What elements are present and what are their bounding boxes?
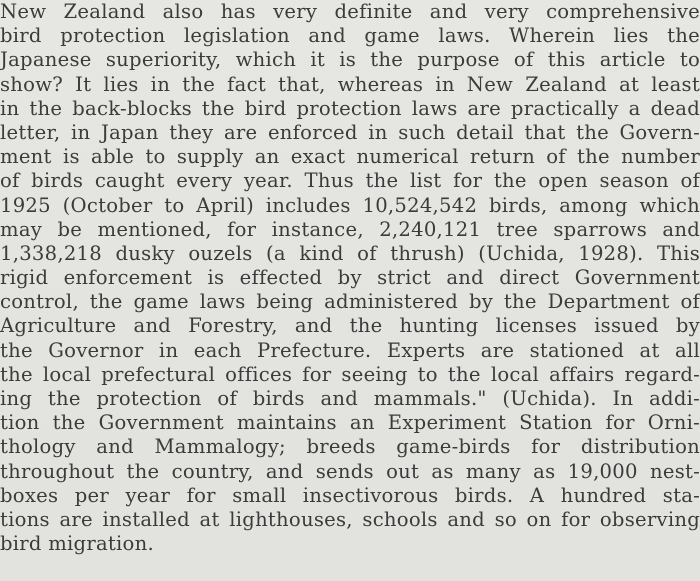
text-line: thology and Mammalogy; breeds game-birds for distribution bbox=[0, 435, 700, 459]
text-line: throughout the country, and sends out as many as 19,000 nest- bbox=[0, 459, 700, 483]
text-line: 1,338,218 dusky ouzels (a kind of thrush) (Uchida, 1928). This bbox=[0, 241, 700, 265]
text-line: bird protection legislation and game laws. Wherein lies the bbox=[0, 24, 700, 48]
text-line: letter, in Japan they are enforced in such detail that the Govern- bbox=[0, 120, 700, 144]
text-line: of birds caught every year. Thus the list for the open season of bbox=[0, 169, 700, 193]
text-line: in the back-blocks the bird protection laws are practically a dead bbox=[0, 96, 700, 120]
text-line: the local prefectural offices for seeing to the local affairs regard- bbox=[0, 362, 700, 386]
text-line: Japanese superiority, which it is the purpose of this article to bbox=[0, 48, 700, 72]
text-line: may be mentioned, for instance, 2,240,121 tree sparrows and bbox=[0, 217, 700, 241]
text-line: 1925 (October to April) includes 10,524,542 birds, among which bbox=[0, 193, 700, 217]
text-line: bird migration. bbox=[0, 532, 154, 556]
text-line: New Zealand also has very definite and very comprehensive bbox=[0, 0, 700, 23]
text-line: tion the Government maintains an Experiment Station for Orni- bbox=[0, 411, 700, 435]
text-line: Agriculture and Forestry, and the hunting licenses issued by bbox=[0, 314, 700, 338]
text-line: ment is able to supply an exact numerical return of the number bbox=[0, 145, 700, 169]
text-line: ing the protection of birds and mammals." (Uchida). In addi- bbox=[0, 387, 700, 410]
text-line: control, the game laws being administered by the Department of bbox=[0, 290, 700, 314]
text-line: rigid enforcement is effected by strict and direct Government bbox=[0, 266, 700, 290]
text-line: tions are installed at lighthouses, schools and so on for observing bbox=[0, 507, 700, 531]
text-line: show? It lies in the fact that, whereas in New Zealand at least bbox=[0, 72, 700, 96]
text-line: the Governor in each Prefecture. Experts are stationed at all bbox=[0, 338, 700, 362]
text-line: boxes per year for small insectivorous birds. A hundred sta- bbox=[0, 483, 700, 507]
